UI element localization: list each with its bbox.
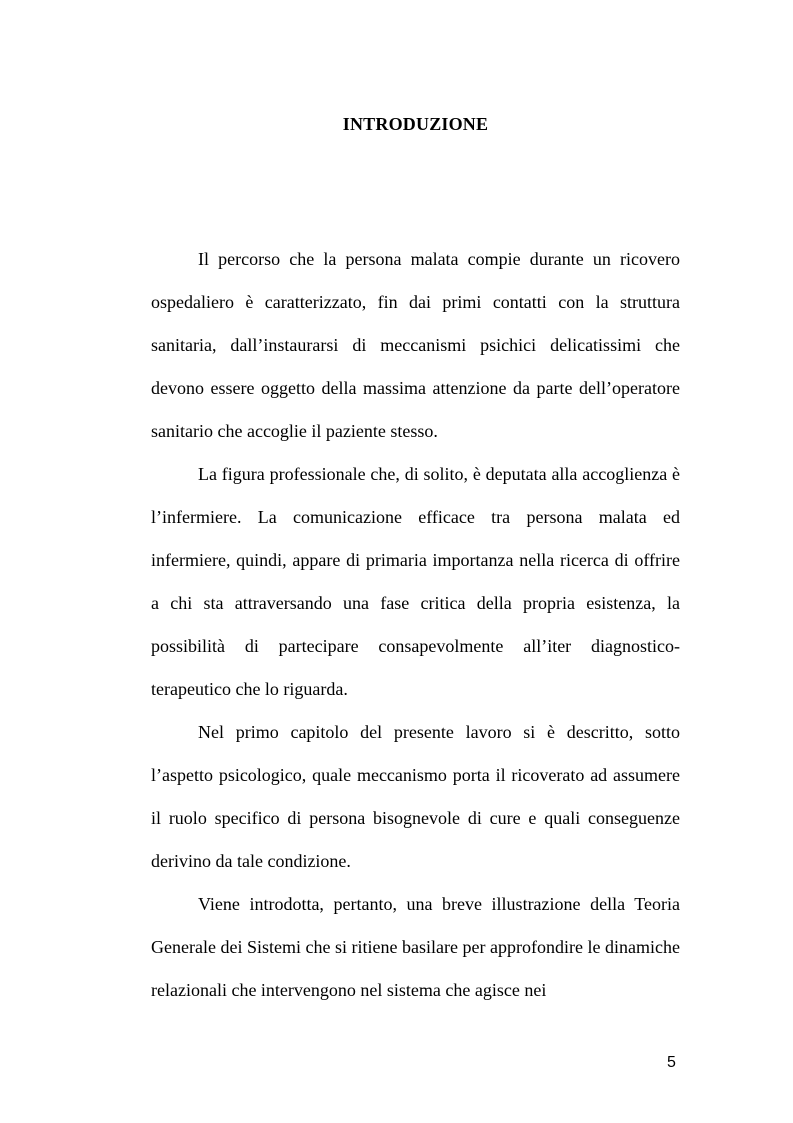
paragraph: La figura professionale che, di solito, è deputata alla accoglienza è l’infermiere. La comunicazione efficace tra persona malata ed infermiere, quindi, appare di primaria importanza nella ricerca di offrire a chi sta attraversando una fase critica della propria esistenza, la possibilità di partecipare consapevolmente all’iter diagnostico-terapeutico che lo riguarda. <box>151 464 680 699</box>
paragraph: Viene introdotta, pertanto, una breve illustrazione della Teoria Generale dei Sistemi che si ritiene basilare per approfondire le dinamiche relazionali che intervengono nel sistema che agisce nei <box>151 894 680 1000</box>
body-text <box>151 238 680 1012</box>
page-title: INTRODUZIONE <box>342 114 489 134</box>
paragraph: Il percorso che la persona malata compie durante un ricovero ospedaliero è caratterizzato, fin dai primi contatti con la struttura sanitaria, dall’instaurarsi di meccanismi psichici delicatissimi che devono essere oggetto della massima attenzione da parte dell’operatore sanitario che accoglie il paziente stesso. <box>151 249 680 441</box>
paragraph: Nel primo capitolo del presente lavoro si è descritto, sotto l’aspetto psicologico, quale meccanismo porta il ricoverato ad assumere il ruolo specifico di persona bisognevole di cure e quali conseguenze derivino da tale condizione. <box>151 722 680 871</box>
page-number: 5 <box>667 1054 676 1071</box>
